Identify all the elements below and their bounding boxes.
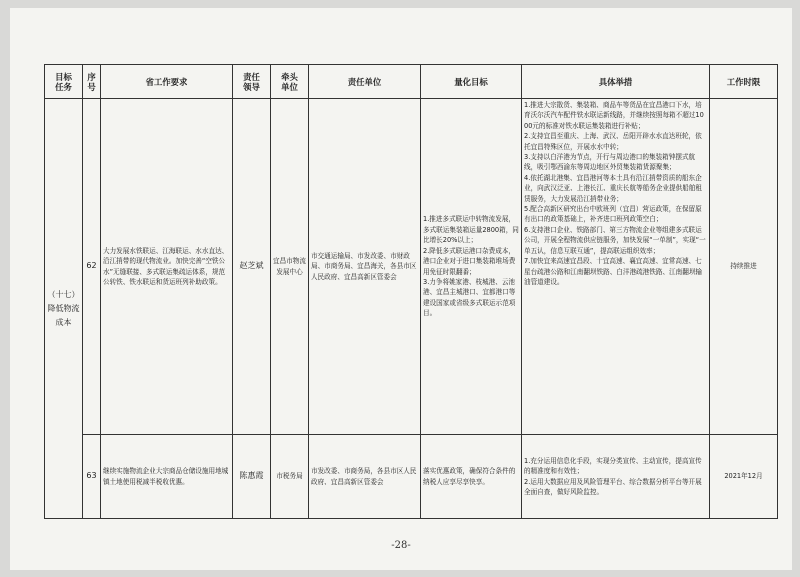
deadline-cell: 2021年12月 — [710, 435, 778, 519]
measure-item: 5.配合高新区研究出台中欧班列（宜昌）营运政策，在保留原有出口的政策基础上，补齐进口班列政策空白； — [524, 205, 702, 224]
requirement-cell: 继续实施物流企业大宗商品仓储设施用地城镇土地使用税减半税收优惠。 — [101, 435, 233, 519]
lead-unit-cell: 宜昌市物流发展中心 — [271, 99, 309, 435]
header-responsible-units: 责任单位 — [309, 65, 421, 99]
responsible-units-cell: 市发改委、市商务局，各县市区人民政府、宜昌高新区管委会 — [309, 435, 421, 519]
header-seq: 序 号 — [83, 65, 101, 99]
seq-cell: 62 — [83, 99, 101, 435]
document-page — [10, 8, 792, 570]
goal-item: 1.推进多式联运中转物流发展，多式联运集装箱运量2800箱，同比增长20%以上； — [423, 215, 519, 245]
page-number: -28- — [391, 540, 411, 551]
responsible-units-cell: 市交通运输局、市发改委、市财政局、市商务局、宜昌海关，各县市区人民政府、宜昌高新区管委会 — [309, 99, 421, 435]
goal-item: 落实优惠政策，确保符合条件的纳税人应享尽享快享。 — [423, 467, 516, 486]
header-lead-unit: 牵头 单位 — [271, 65, 309, 99]
header-deadline: 工作时限 — [710, 65, 778, 99]
table-row — [45, 99, 778, 435]
requirement-cell: 大力发展水铁联运、江海联运、水水直达、沿江捎带的现代物流业。加快完善“空铁公水”无缝联接、多式联运集疏运体系，规范公转铁、铁水联运和货运班列补助政策。 — [101, 99, 233, 435]
quantified-goal-cell — [421, 435, 522, 519]
table-row — [45, 435, 778, 519]
header-row — [45, 65, 778, 99]
leader-cell: 赵芝斌 — [233, 99, 271, 435]
measure-item: 3.支持以白洋港为节点，开行与周边港口的集装箱钟摆式航线，吸引鄂西渝东等周边地区外贸集装箱货源聚集； — [524, 153, 696, 172]
measure-item: 2.运用大数据应用及风险管理平台、综合数据分析平台等开展全面自查，做好风险监控。 — [524, 477, 702, 496]
target-task-cell: （十七）降低物流成本 — [45, 99, 83, 519]
header-target-task: 目标 任务 — [45, 65, 83, 99]
measure-item: 1.推进大宗散货、集装箱、商品车等货品在宜昌港口下水，培育沃尔沃汽车配件铁水联运新线路，并继续按照每箱不超过1000元的标准对铁水联运集装箱进行补贴； — [524, 101, 704, 130]
deadline-cell: 持续推进 — [710, 99, 778, 435]
header-province-requirement: 省工作要求 — [101, 65, 233, 99]
measures-cell — [522, 99, 710, 435]
quantified-goal-cell — [421, 99, 522, 435]
header-quantified-goal: 量化目标 — [421, 65, 522, 99]
header-responsible-leader: 责任 领导 — [233, 65, 271, 99]
measures-cell — [522, 435, 710, 519]
measure-item: 1.充分运用信息化手段，实现分类宣传、主动宣传，提高宣传的精准度和有效性； — [524, 456, 702, 476]
lead-unit-cell: 市税务局 — [271, 435, 309, 519]
header-measures: 具体举措 — [522, 65, 710, 99]
measure-item: 7.加快宜来高速宜昌段、十宜高速、襄宜高速、宜常高速、七星台疏港公路和江南翻坝铁路、白洋港疏港铁路、江南翻坝输油管道建设。 — [524, 257, 703, 286]
goal-item: 3.力争将姚家港、枝城港、云池港、宜昌主城港口、宜都港口等建设国家或省级多式联运示范项目。 — [423, 277, 516, 318]
measure-item: 6.支持港口企业、铁路部门、第三方物流企业等组建多式联运公司，开展全程物流供应链服务，加快发展“一单制”，实现“一单五认，信息互联互通”，提高联运组织效率； — [524, 225, 706, 255]
work-task-table — [44, 64, 778, 519]
goal-item: 2.降低多式联运港口杂费成本，港口企业对于进口集装箱堆场费用免征时限翻番； — [423, 246, 516, 276]
measure-item: 4.依托湖北港集、宜昌港河等本土具有沿江捎带资质的船东企业，向武汉泛亚、上港长江、重庆长航等船务企业提供船舶租赁服务，大力发展沿江捎带业务； — [524, 173, 703, 203]
leader-cell: 陈惠霞 — [233, 435, 271, 519]
measure-item: 2.支持宜昌至重庆、上海、武汉、岳阳开辟水水直达班轮，依托宜昌特殊区位，开展水水中转； — [524, 132, 702, 151]
seq-cell: 63 — [83, 435, 101, 519]
